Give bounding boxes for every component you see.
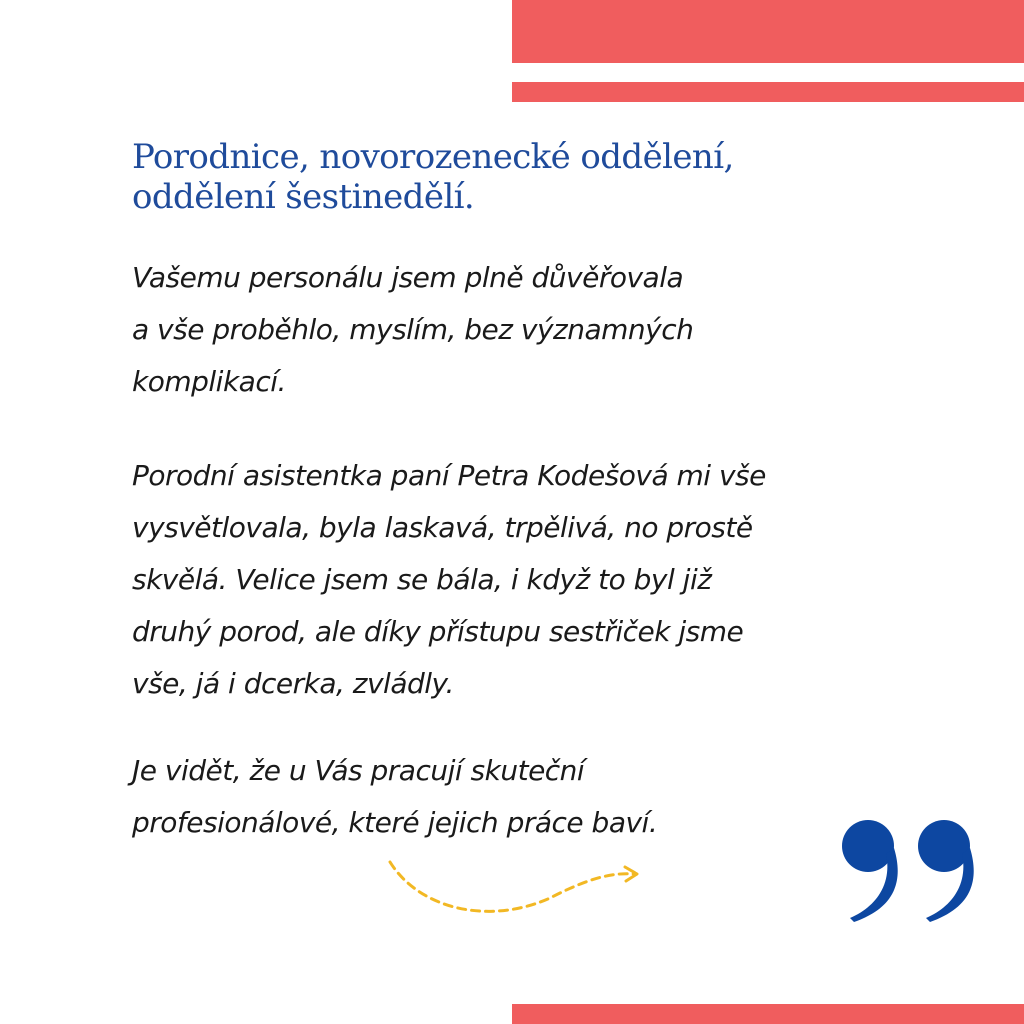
- testimonial-paragraph-3: Je vidět, že u Vás pracují skuteční profesionálové, které jejich práce baví.: [132, 754, 658, 839]
- top-accent-bar: [512, 0, 1024, 63]
- dashed-arrow-icon: [380, 850, 650, 930]
- page-title: Porodnice, novorozenecké oddělení, oddělení šestinedělí.: [132, 137, 734, 217]
- testimonial-paragraph-2: Porodní asistentka paní Petra Kodešová mi vše vysvětlovala, byla laskavá, trpělivá, no prostě skvělá. Velice jsem se bála, i když to byl již druhý porod, ale díky přístupu sestřiček jsme vše, já i dcerka, zvládly.: [132, 459, 766, 700]
- closing-quote-icon: [840, 818, 980, 928]
- testimonial-paragraph-1: Vašemu personálu jsem plně důvěřovala a vše proběhlo, myslím, bez významných komplikací.: [132, 261, 694, 398]
- bottom-accent-bar: [512, 1004, 1024, 1024]
- top-accent-stripe: [512, 82, 1024, 102]
